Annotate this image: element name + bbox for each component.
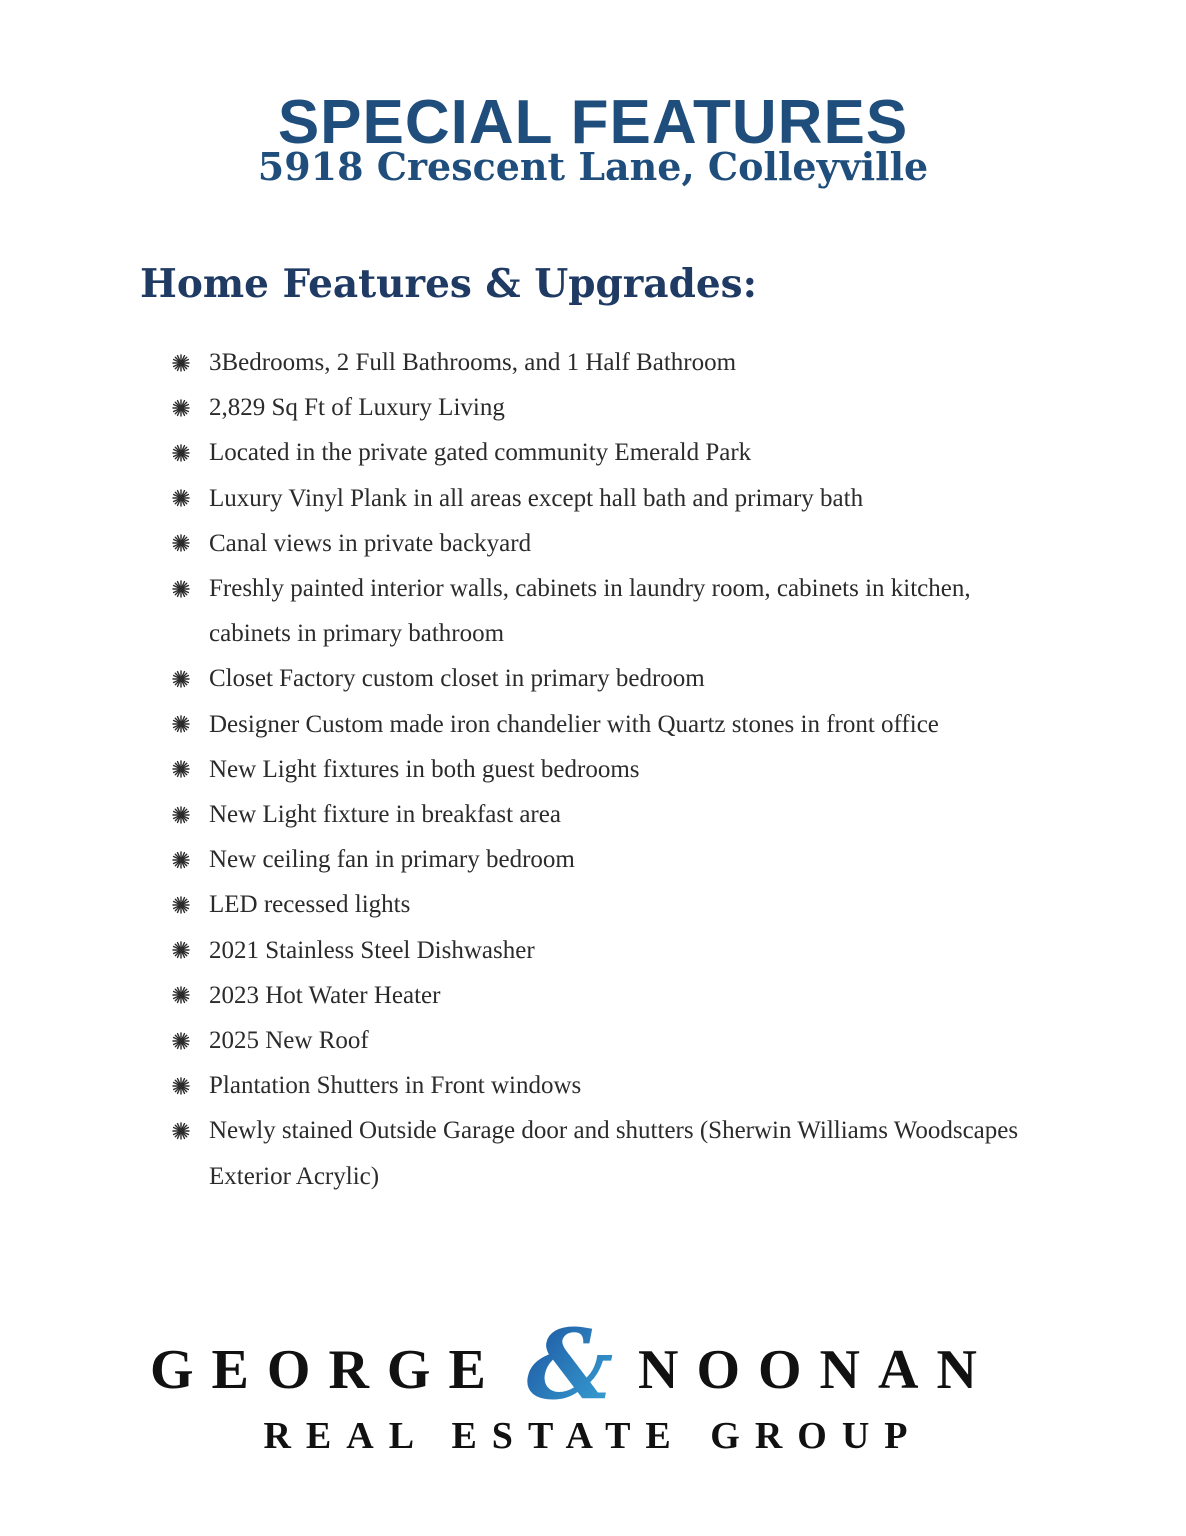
page-title: SPECIAL FEATURES [277,88,909,157]
feature-item [172,340,1032,385]
asterisk-star-icon [172,385,209,430]
feature-item [172,1063,1032,1108]
feature-text: New Light fixture in breakfast area [209,801,561,829]
asterisk-star-icon [172,702,209,747]
asterisk-star-icon [172,1018,209,1063]
feature-item [172,837,1032,882]
feature-item [172,566,1032,656]
logo-word-noonan: NOONAN [638,1339,995,1401]
feature-item [172,476,1032,521]
asterisk-star-icon [172,1108,209,1153]
asterisk-star-icon [172,521,209,566]
asterisk-star-icon [172,656,209,701]
feature-text: New ceiling fan in primary bedroom [209,846,575,874]
feature-text: Newly stained Outside Garage door and shutters (Sherwin Williams Woodscapes Exterior Acrylic) [209,1117,1019,1190]
feature-item [172,973,1032,1018]
feature-text: 2025 New Roof [209,1027,369,1055]
feature-text: Designer Custom made iron chandelier with Quartz stones in front office [209,710,939,738]
feature-text: Canal views in private backyard [209,529,532,557]
asterisk-star-icon [172,973,209,1018]
feature-item [172,1108,1032,1198]
feature-item [172,1018,1032,1063]
feature-text: 3Bedrooms, 2 Full Bathrooms, and 1 Half Bathroom [209,349,737,376]
asterisk-star-icon [172,837,209,882]
asterisk-star-icon [172,340,209,385]
company-logo [0,1318,1186,1468]
feature-item [172,430,1032,475]
asterisk-star-icon [172,792,209,837]
feature-item [172,385,1032,430]
asterisk-star-icon [172,928,209,973]
feature-text: Freshly painted interior walls, cabinets in laundry room, cabinets in kitchen, cabinets in primary bathroom [209,575,971,648]
feature-text: 2021 Stainless Steel Dishwasher [209,936,535,964]
asterisk-star-icon [172,566,209,611]
logo-subtitle: REAL ESTATE GROUP [263,1415,923,1457]
feature-item [172,747,1032,792]
asterisk-star-icon [172,747,209,792]
section-heading: Home Features & Upgrades: [140,261,758,307]
feature-text: Luxury Vinyl Plank in all areas except hall bath and primary bath [209,484,864,512]
feature-text: Plantation Shutters in Front windows [209,1072,582,1100]
ampersand-logo-icon [522,1318,618,1414]
feature-text: New Light fixtures in both guest bedrooms [209,755,640,783]
feature-text: 2023 Hot Water Heater [209,981,441,1009]
logo-word-george: GEORGE [150,1339,504,1401]
feature-item [172,792,1032,837]
feature-text: Located in the private gated community Emerald Park [209,439,752,467]
feature-list [172,340,1032,1199]
feature-text: Closet Factory custom closet in primary bedroom [209,665,705,693]
feature-text: LED recessed lights [209,891,411,919]
feature-item [172,702,1032,747]
feature-item [172,882,1032,927]
property-address: 5918 Crescent Lane, Colleyville [257,144,929,189]
feature-item [172,656,1032,701]
feature-text: 2,829 Sq Ft of Luxury Living [209,394,505,422]
asterisk-star-icon [172,882,209,927]
asterisk-star-icon [172,430,209,475]
asterisk-star-icon [172,1063,209,1108]
feature-item [172,928,1032,973]
svg-text:&: & [526,1318,614,1414]
asterisk-star-icon [172,476,209,521]
feature-item [172,521,1032,566]
